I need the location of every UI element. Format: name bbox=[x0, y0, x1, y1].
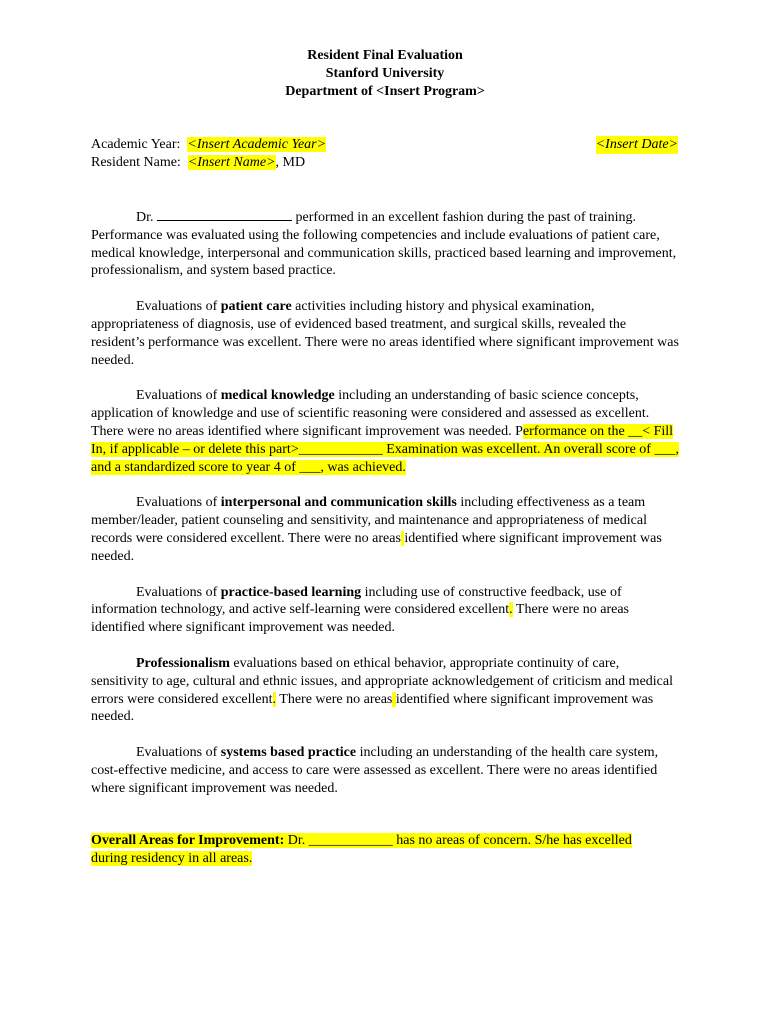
interpersonal-text: including effectiveness as a team member/leader, patient counseling and sensitivity, and maintenance and appropriateness of medical records were considered excellent. There were no areas bbox=[91, 495, 648, 546]
evaluation-date: <Insert Date> bbox=[595, 137, 678, 152]
resident-name-label: Resident Name: bbox=[91, 154, 181, 170]
professionalism-highlight-dot: . bbox=[272, 691, 277, 707]
professionalism-paragraph bbox=[91, 655, 679, 726]
systems-prefix: Evaluations of bbox=[136, 745, 221, 761]
practice-based-paragraph bbox=[91, 584, 679, 637]
document-title: Resident Final Evaluation bbox=[307, 48, 463, 63]
interpersonal-paragraph bbox=[91, 494, 679, 565]
interpersonal-prefix: Evaluations of bbox=[136, 495, 221, 511]
professionalism-text: evaluations based on ethical behavior, appropriate continuity of care, sensitivity to age, cultural and ethnic issues, and appropriate acknowledgement of criticism and medical errors were considered excellent bbox=[91, 655, 673, 707]
medical-knowledge-paragraph bbox=[91, 387, 679, 476]
intro-prefix: Dr. bbox=[136, 210, 157, 225]
practice-based-highlight-dot: . bbox=[509, 602, 513, 618]
resident-name-value: <Insert Name> bbox=[187, 154, 276, 170]
patient-care-text: activities including history and physical examination, appropriateness of diagnosis, use of evidenced based treatment, and surgical skills, revealed the resident’s performance was excellent. There were no areas identified where significant improvement was needed. bbox=[91, 299, 679, 368]
overall-improvement-text: Dr. ____________ has no areas of concern. S/he has excelled during residency in all areas. bbox=[91, 833, 632, 866]
professionalism-heading: Professionalism bbox=[136, 655, 230, 671]
systems-heading: systems based practice bbox=[220, 745, 357, 761]
overall-improvement-highlight bbox=[91, 833, 632, 866]
interpersonal-heading: interpersonal and communication skills bbox=[220, 495, 457, 511]
interpersonal-text-end: identified where significant improvement was needed. bbox=[91, 530, 662, 564]
resident-meta bbox=[91, 136, 678, 172]
resident-name-suffix: , MD bbox=[275, 154, 306, 170]
intro-text: performed in an excellent fashion during the past of training. Performance was evaluated using the following competencies and include evaluations of patient care, medical knowledge, interpersonal and communication skills, practiced based learning and improvement, professionalism, and system based practice. bbox=[91, 210, 677, 279]
patient-care-paragraph bbox=[91, 298, 679, 369]
medical-knowledge-heading: medical knowledge bbox=[220, 388, 335, 404]
exam-score-placeholder: erformance on the __< Fill In, if applicable – or delete this part>____________ Examination was excellent. An overall score of ___, and a standardized score to year 4 of ___, was achieved. bbox=[91, 423, 679, 475]
professionalism-text-mid: There were no areas bbox=[276, 691, 393, 707]
practice-based-heading: practice-based learning bbox=[220, 584, 362, 600]
medical-knowledge-text: including an understanding of basic science concepts, application of knowledge and use of scientific reasoning were considered and assessed as excellent. There were no areas identified where significant improvement was needed. P bbox=[91, 388, 650, 439]
practice-based-text-end: There were no areas identified where significant improvement was needed. bbox=[91, 602, 629, 636]
medical-knowledge-prefix: Evaluations of bbox=[136, 388, 221, 404]
academic-year-value: <Insert Academic Year> bbox=[187, 137, 327, 152]
academic-year-line bbox=[91, 136, 678, 154]
department-name: Department of <Insert Program> bbox=[285, 83, 485, 99]
professionalism-text-end: identified where significant improvement was needed. bbox=[91, 691, 654, 725]
overall-improvement-heading: Overall Areas for Improvement: bbox=[91, 833, 285, 848]
patient-care-heading: patient care bbox=[220, 299, 292, 315]
practice-based-prefix: Evaluations of bbox=[136, 584, 221, 600]
intro-paragraph bbox=[91, 208, 679, 280]
document-header bbox=[0, 47, 770, 100]
resident-name-line bbox=[91, 154, 678, 172]
systems-text: including an understanding of the health care system, cost-effective medicine, and access to care were assessed as excellent. There were no areas identified where significant improvement was needed. bbox=[91, 745, 659, 796]
overall-improvement-section bbox=[91, 832, 651, 868]
systems-paragraph bbox=[91, 744, 679, 797]
university-name: Stanford University bbox=[325, 65, 445, 81]
academic-year-label: Academic Year: bbox=[91, 137, 181, 152]
evaluation-body bbox=[91, 208, 679, 816]
doctor-name-blank bbox=[157, 208, 292, 221]
patient-care-prefix: Evaluations of bbox=[136, 299, 221, 315]
practice-based-text: including use of constructive feedback, use of information technology, and active self-learning were considered excellent bbox=[91, 584, 622, 618]
